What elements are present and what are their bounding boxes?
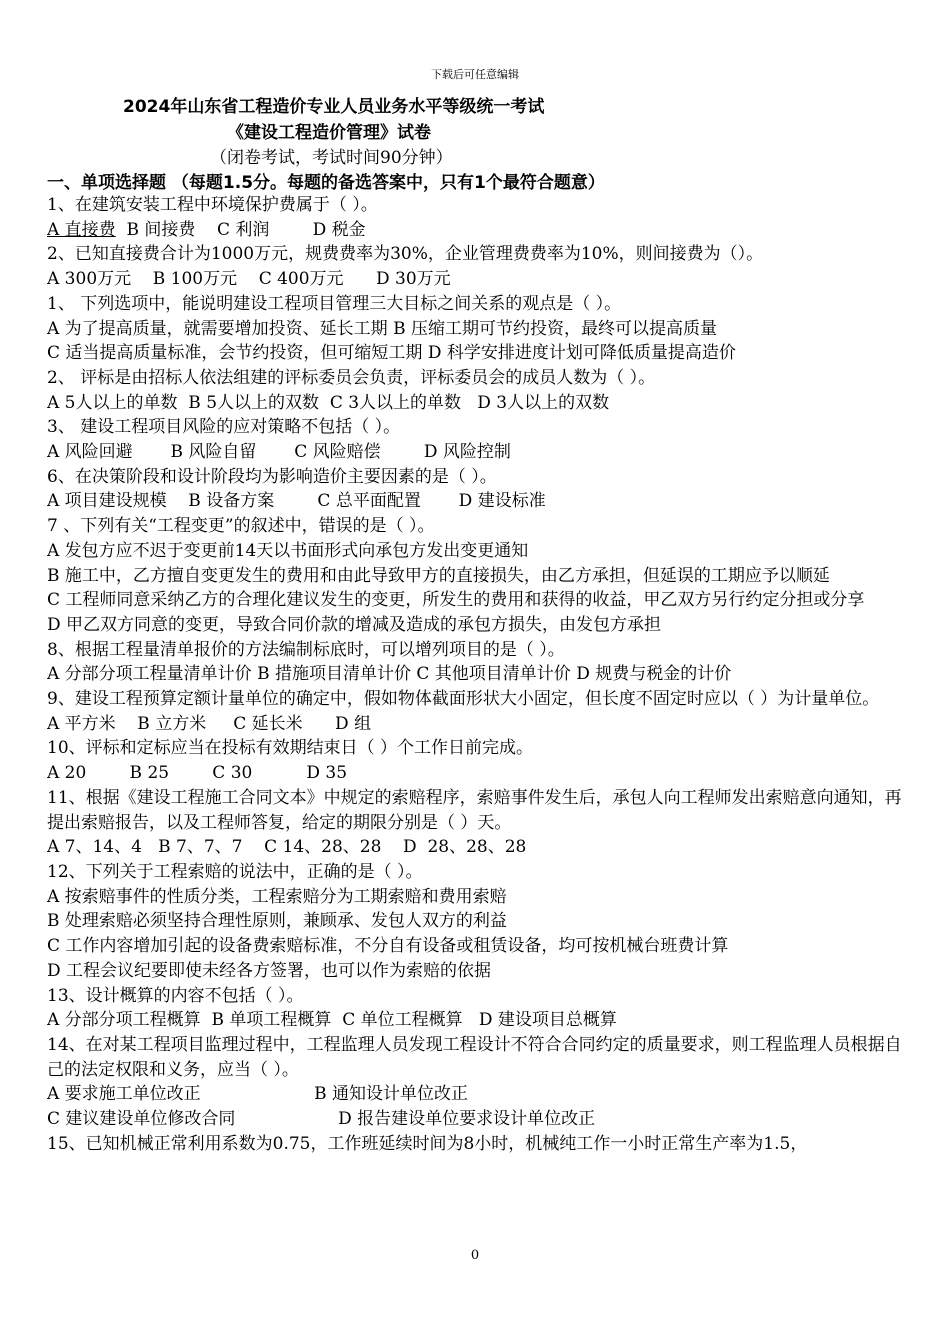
section-heading: 一、单项选择题 （每题1.5分。每题的备选答案中，只有1个最符合题意） — [47, 173, 605, 193]
question-line: 9、建设工程预算定额计量单位的确定中，假如物体截面形状大小固定，但长度不固定时应以（ ）为计量单位。 — [47, 689, 880, 710]
question-body — [47, 193, 909, 1156]
option-line: A 项目建设规模 B 设备方案 C 总平面配置 D 建设标准 — [47, 491, 546, 512]
option-line: A 按索赔事件的性质分类，工程索赔分为工期索赔和费用索赔 — [47, 886, 507, 907]
option-line: B 施工中，乙方擅自变更发生的费用和由此导致甲方的直接损失，由乙方承担，但延误的工期应予以顺延 — [47, 565, 830, 586]
question-line: 1、在建筑安装工程中环境保护费属于（ ）。 — [47, 195, 378, 215]
option-line: A 为了提高质量，就需要增加投资、延长工期 B 压缩工期可节约投资，最终可以提高质量 — [47, 318, 717, 339]
option-line: B 处理索赔必须坚持合理性原则，兼顾承、发包人双方的利益 — [47, 911, 507, 932]
option-line: C 工作内容增加引起的设备费索赔标准，不分自有设备或租赁设备，均可按机械台班费计算 — [47, 936, 729, 957]
question-line: 12、下列关于工程索赔的说法中，正确的是（ ）。 — [47, 861, 423, 882]
question-line: 3、 建设工程项目风险的应对策略不包括（ ）。 — [47, 417, 401, 438]
question-line: 1、 下列选项中，能说明建设工程项目管理三大目标之间关系的观点是（ ）。 — [47, 293, 622, 314]
exam-title: 2024年山东省工程造价专业人员业务水平等级统一考试 — [123, 97, 545, 117]
option-line: A 发包方应不迟于变更前14天以书面形式向承包方发出变更通知 — [47, 540, 529, 561]
question-line: 11、根据《建设工程施工合同文本》中规定的索赔程序，索赔事件发生后，承包人向工程师发出索赔意向通知，再提出索赔报告，以及工程师答复，给定的期限分别是（ ）天。 — [47, 787, 902, 833]
question-line: 7 、下列有关“工程变更”的叙述中，错误的是（ ）。 — [47, 516, 435, 537]
option-line: A 分部分项工程量清单计价 B 措施项目清单计价 C 其他项目清单计价 D 规费与税金的计价 — [47, 664, 732, 685]
question-line: 2、已知直接费合计为1000万元，规费费率为30%，企业管理费费率为10%，则间接费为（）。 — [47, 244, 764, 265]
underlined-answer: A 直接费 — [47, 219, 116, 240]
option-line: D 工程会议纪要即使未经各方签署，也可以作为索赔的依据 — [47, 960, 492, 981]
exam-subtitle: 《建设工程造价管理》试卷 — [227, 123, 431, 143]
option-line: A 20 B 25 C 30 D 35 — [47, 763, 348, 784]
option-line: A 平方米 B 立方米 C 延长米 D 组 — [47, 713, 372, 734]
question-line: 10、评标和定标应当在投标有效期结束日（ ）个工作日前完成。 — [47, 738, 534, 759]
option-line: A 分部分项工程概算 B 单项工程概算 C 单位工程概算 D 建设项目总概算 — [47, 1010, 617, 1031]
header-note: 下载后可任意编辑 — [431, 68, 519, 81]
question-line: 15、已知机械正常利用系数为0.75，工作班延续时间为8小时，机械纯工作一小时正常生产率为1.5， — [47, 1133, 808, 1154]
question-line: 2、 评标是由招标人依法组建的评标委员会负责，评标委员会的成员人数为（ ）。 — [47, 367, 656, 388]
option-line — [47, 218, 909, 243]
option-line: D 甲乙双方同意的变更，导致合同价款的增减及造成的承包方损失，由发包方承担 — [47, 614, 662, 635]
option-line: C 工程师同意采纳乙方的合理化建议发生的变更，所发生的费用和获得的收益，甲乙双方另行约定分担或分享 — [47, 590, 865, 611]
question-line: 6、在决策阶段和设计阶段均为影响造价主要因素的是（ ）。 — [47, 466, 497, 487]
question-line: 14、在对某工程项目监理过程中，工程监理人员发现工程设计不符合合同约定的质量要求，则工程监理人员根据自己的法定权限和义务，应当（ ）。 — [47, 1034, 902, 1080]
option-text: B 间接费 C 利润 D 税金 — [115, 219, 366, 240]
option-line: A 300万元 B 100万元 C 400万元 D 30万元 — [47, 269, 451, 290]
question-line: 8、根据工程量清单报价的方法编制标底时，可以增列项目的是（ ）。 — [47, 639, 565, 660]
question-line: 13、设计概算的内容不包括（ ）。 — [47, 985, 304, 1006]
exam-note: （闭卷考试，考试时间90分钟） — [210, 148, 453, 168]
option-line: A 5人以上的单数 B 5人以上的双数 C 3人以上的单数 D 3人以上的双数 — [47, 392, 610, 413]
option-line: A 7、14、4 B 7、7、7 C 14、28、28 D 28、28、28 — [47, 837, 527, 858]
option-line: C 建议建设单位修改合同 D 报告建设单位要求设计单位改正 — [47, 1109, 596, 1130]
option-line: C 适当提高质量标准，会节约投资，但可缩短工期 D 科学安排进度计划可降低质量提高造价 — [47, 343, 736, 364]
option-line: A 风险回避 B 风险自留 C 风险赔偿 D 风险控制 — [47, 442, 511, 463]
page-number: 0 — [470, 1248, 480, 1263]
option-line: A 要求施工单位改正 B 通知设计单位改正 — [47, 1084, 469, 1105]
